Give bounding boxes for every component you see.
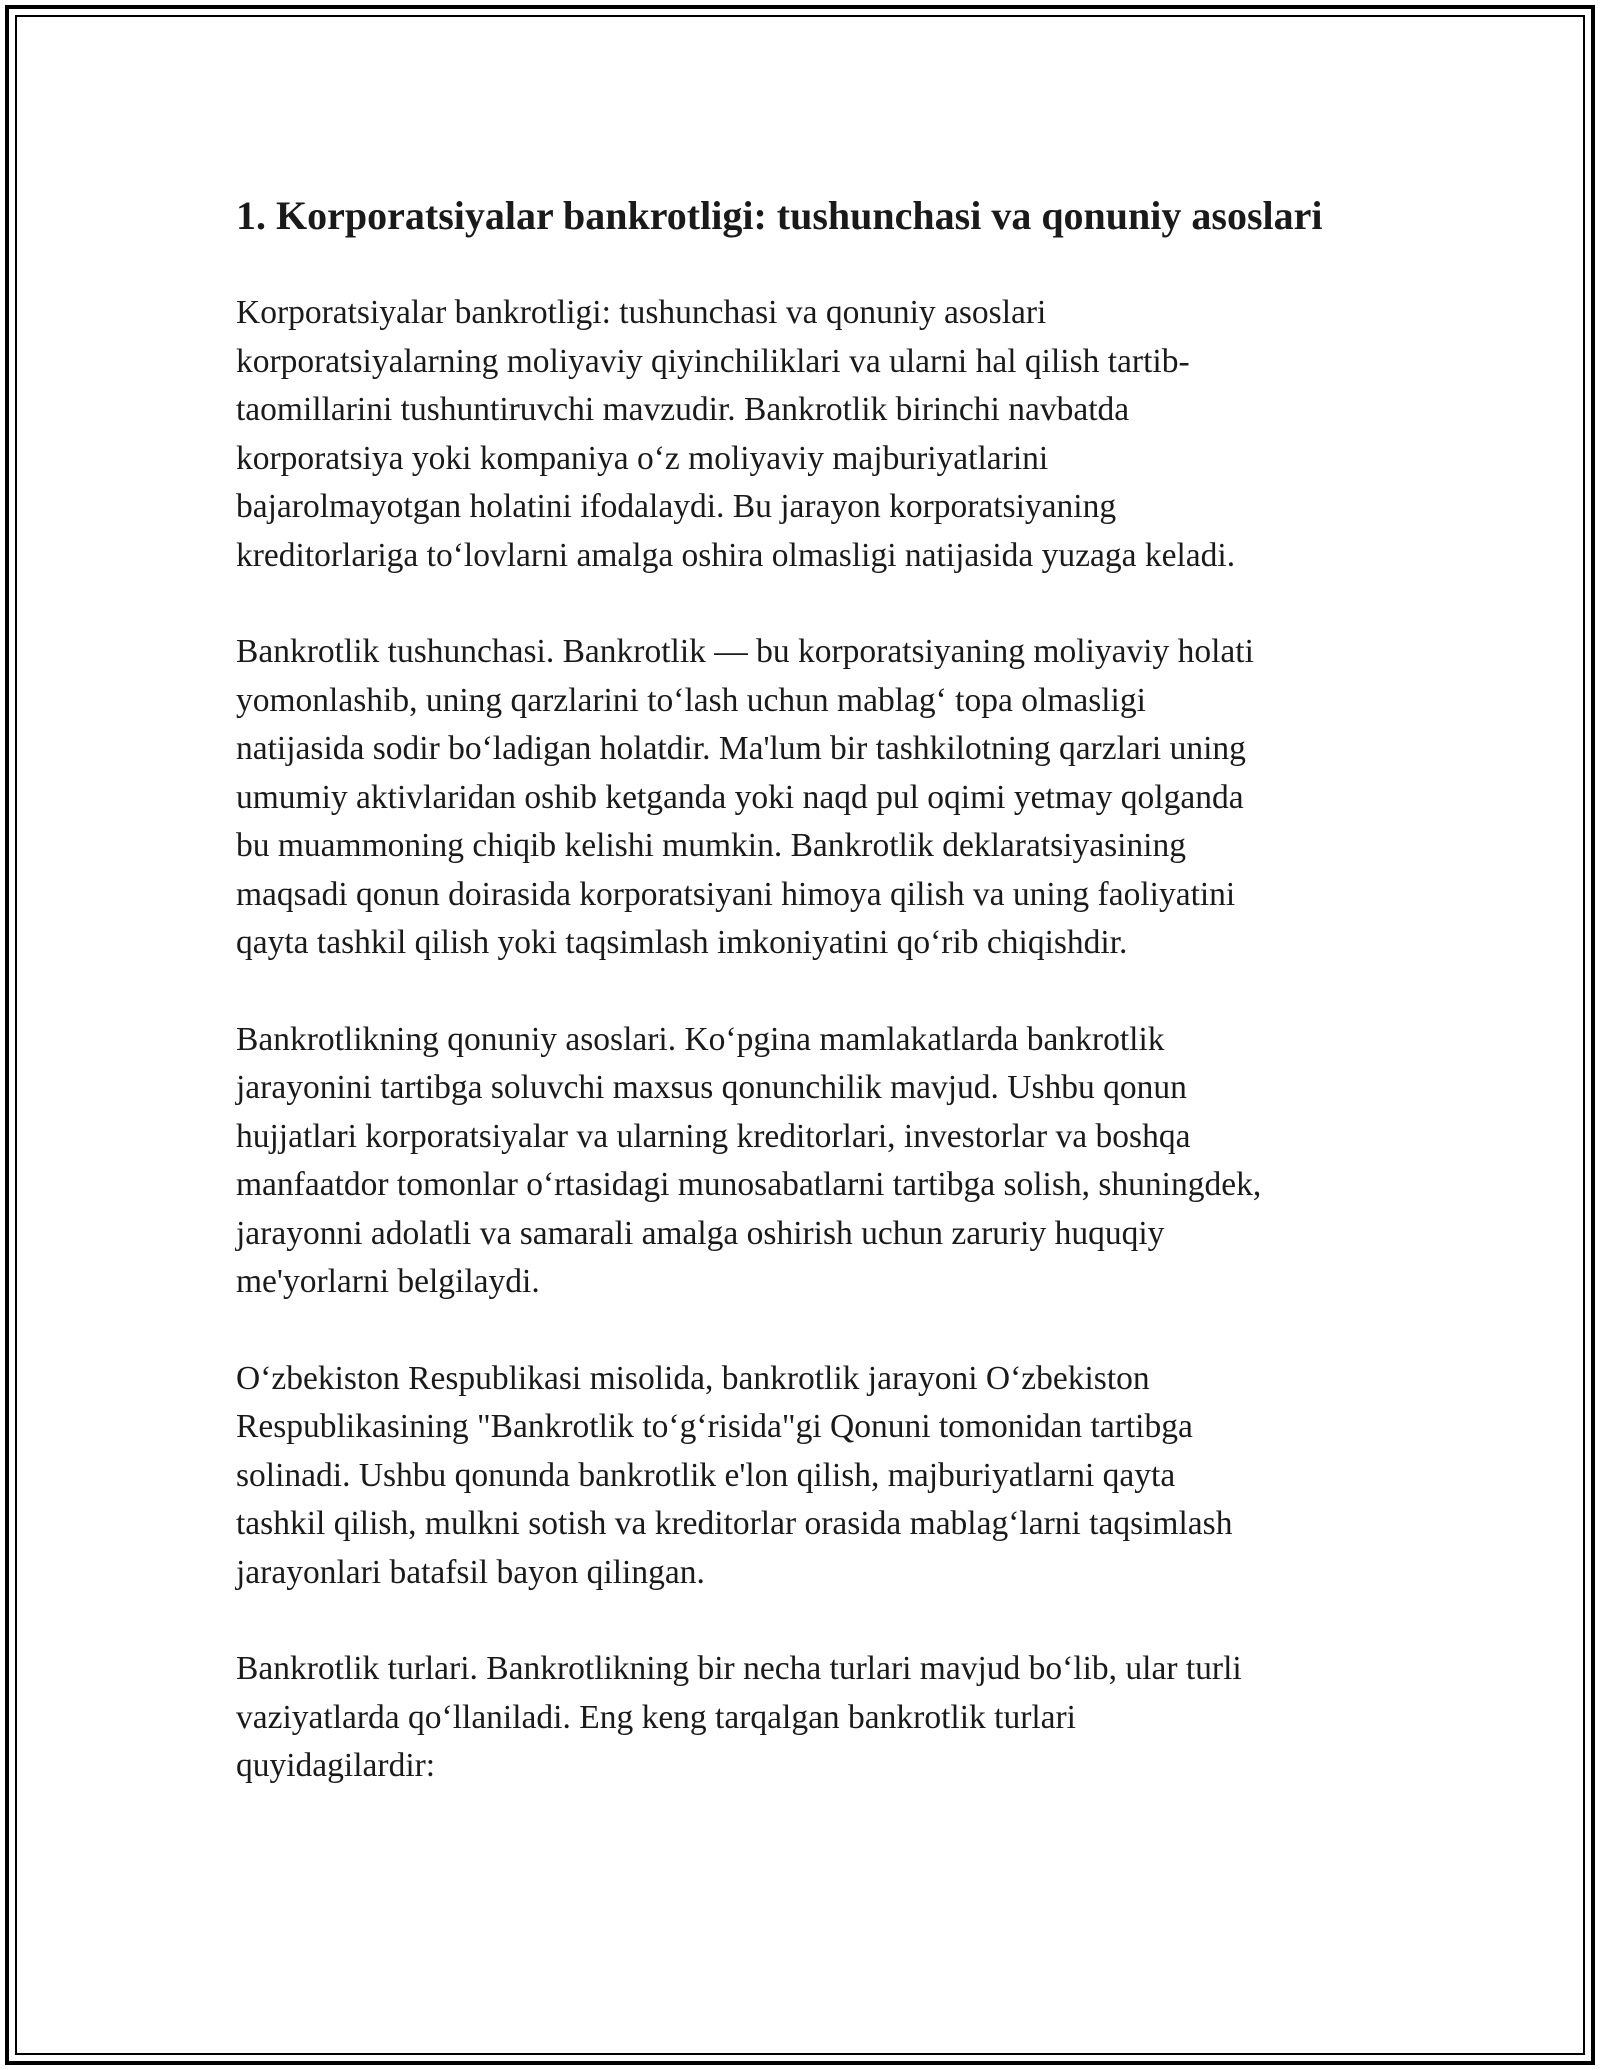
paragraph-intro: Korporatsiyalar bankrotligi: tushunchasi va qonuniy asoslari korporatsiyalarning moliyaviy qiyinchiliklari va ularni hal qilish tartib- taomillarini tushuntiruvchi mavzudir. Bankrotlik birinchi navbatda korporatsiya yoki kompaniya o‘z moliyaviy majburiyatlarini bajarolmayotgan holatini ifodalaydi. Bu jarayon korporatsiyaning kreditorlariga to‘lovlarni amalga oshira olmasligi natijasida yuzaga keladi. <box>236 294 1236 574</box>
section-heading: 1. Korporatsiyalar bankrotligi: tushunchasi va qonuniy asoslari <box>236 193 1323 238</box>
document-page <box>236 188 1356 1839</box>
paragraph-legal-basis: Bankrotlikning qonuniy asoslari. Ko‘pgina mamlakatlarda bankrotlik jarayonini tartibga soluvchi maxsus qonunchilik mavjud. Ushbu qonun hujjatlari korporatsiyalar va ularning kreditorlari, investorlar va boshqa manfaatdor tomonlar o‘rtasidagi munosabatlarni tartibga solish, shuningdek, jarayonni adolatli va samarali amalga oshirish uchun zaruriy huquqiy me'yorlarni belgilaydi. <box>236 1020 1262 1300</box>
paragraph-concept: Bankrotlik tushunchasi. Bankrotlik — bu korporatsiyaning moliyaviy holati yomonlashib, uning qarzlarini to‘lash uchun mablag‘ topa olmasligi natijasida sodir bo‘ladigan holatdir. Ma'lum bir tashkilotning qarzlari uning umumiy aktivlaridan oshib ketganda yoki naqd pul oqimi yetmay qolganda bu muammoning chiqib kelishi mumkin. Bankrotlik deklaratsiyasining maqsadi qonun doirasida korporatsiyani himoya qilish va uning faoliyatini qayta tashkil qilish yoki taqsimlash imkoniyatini qo‘rib chiqishdir. <box>236 633 1254 961</box>
paragraph-bankruptcy-types: Bankrotlik turlari. Bankrotlikning bir necha turlari mavjud bo‘lib, ular turli vaziyatlarda qo‘llaniladi. Eng keng tarqalgan bankrotlik turlari quyidagilardir: <box>236 1650 1242 1784</box>
paragraph-uzbekistan-law: O‘zbekiston Respublikasi misolida, bankrotlik jarayoni O‘zbekiston Respublikasining "Bankrotlik to‘g‘risida"gi Qonuni tomonidan tartibga solinadi. Ushbu qonunda bankrotlik e'lon qilish, majburiyatlarni qayta tashkil qilish, mulkni sotish va kreditorlar orasida mablag‘larni taqsimlash jarayonlari batafsil bayon qilingan. <box>236 1359 1233 1591</box>
